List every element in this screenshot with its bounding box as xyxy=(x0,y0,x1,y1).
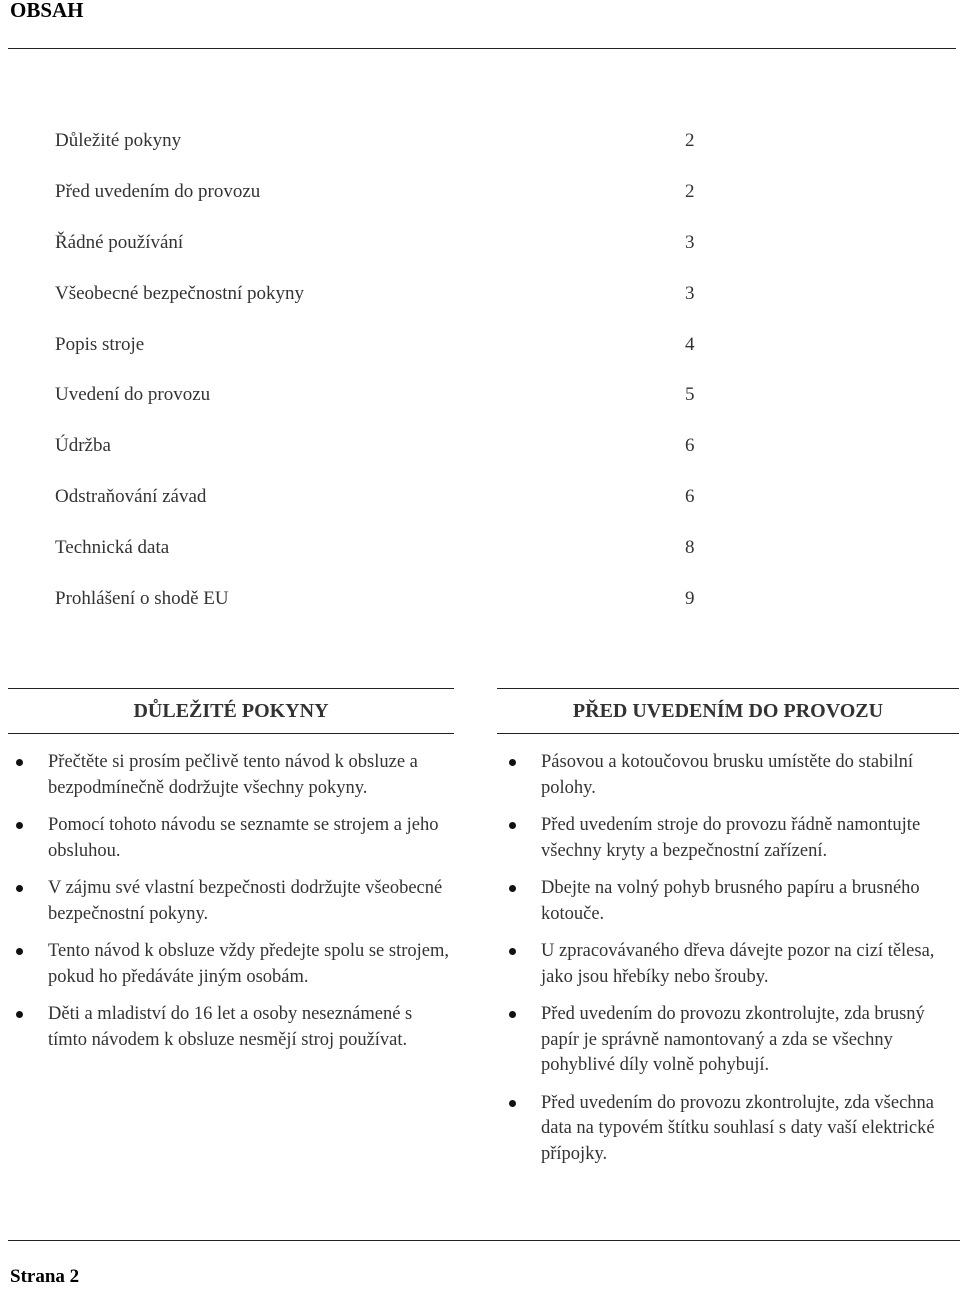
toc-title: Důležité pokyny xyxy=(55,130,182,151)
bullet-icon xyxy=(16,759,23,766)
list-item-text: Před uvedením stroje do provozu řádně namontujte všechny kryty a bezpečnostní zařízení. xyxy=(541,815,921,861)
toc-title: Řádné používání xyxy=(55,231,184,253)
bullet-icon xyxy=(16,822,23,829)
toc-title: Uvedení do provozu xyxy=(55,384,211,406)
toc-row[interactable] xyxy=(55,330,705,381)
right-section-bottom-rule xyxy=(497,733,959,734)
toc-title: Technická data xyxy=(55,537,170,559)
list-item xyxy=(10,939,450,990)
list-item-text: V zájmu své vlastní bezpečnosti dodržujte všeobecné bezpečnostní pokyny. xyxy=(48,878,443,924)
toc-row[interactable] xyxy=(55,533,705,584)
toc-title: Popis stroje xyxy=(55,333,145,355)
toc-page: 2 xyxy=(685,180,695,202)
toc-page: 6 xyxy=(685,435,695,457)
bullet-icon xyxy=(509,1011,516,1018)
toc-page: 2 xyxy=(685,130,695,151)
toc-row[interactable] xyxy=(55,584,705,635)
toc-row[interactable] xyxy=(55,177,705,228)
list-item xyxy=(10,876,450,927)
toc-title: Všeobecné bezpečnostní pokyny xyxy=(55,282,305,304)
list-item-text: Pásovou a kotoučovou brusku umístěte do stabilní polohy. xyxy=(541,752,914,798)
before-start-heading: PŘED UVEDENÍM DO PROVOZU xyxy=(572,700,884,722)
list-item xyxy=(10,1002,450,1053)
toc-title: Údržba xyxy=(55,435,111,457)
toc-row[interactable] xyxy=(55,380,705,431)
list-item-text: U zpracovávaného dřeva dávejte pozor na cizí tělesa, jako jsou hřebíky nebo šrouby. xyxy=(541,941,935,987)
page-number: Strana 2 xyxy=(10,1266,80,1287)
title-divider xyxy=(8,48,956,49)
list-item-text: Před uvedením do provozu zkontrolujte, zda všechna data na typovém štítku souhlasí s daty vaší elektrické přípojky. xyxy=(541,1092,935,1164)
bullet-icon xyxy=(509,1100,516,1107)
footer-divider xyxy=(8,1240,960,1241)
page-title: OBSAH xyxy=(10,0,84,22)
bullet-icon xyxy=(16,885,23,892)
toc-page: 3 xyxy=(685,282,695,304)
right-section-top-rule xyxy=(497,688,959,689)
toc-row[interactable] xyxy=(55,482,705,533)
table-of-contents xyxy=(55,126,705,635)
toc-row[interactable] xyxy=(55,228,705,279)
list-item-text: Tento návod k obsluze vždy předejte spolu se strojem, pokud ho předáváte jiným osobám. xyxy=(48,941,449,987)
list-item-text: Před uvedením do provozu zkontrolujte, zda brusný papír je správně namontovaný a zda se všechny pohyblivé díly volně pohybují. xyxy=(541,1004,925,1075)
list-item xyxy=(10,813,450,864)
list-item xyxy=(503,1091,953,1168)
list-item xyxy=(503,939,953,990)
list-item-text: Děti a mladiství do 16 let a osoby neseznámené s tímto návodem k obsluze nesmějí stroj používat. xyxy=(48,1004,413,1050)
before-start-list xyxy=(503,750,953,1179)
bullet-icon xyxy=(16,948,23,955)
list-item xyxy=(503,1002,953,1079)
list-item xyxy=(503,813,953,864)
important-instructions-list xyxy=(10,750,450,1065)
list-item-text: Pomocí tohoto návodu se seznamte se strojem a jeho obsluhou. xyxy=(48,815,439,861)
toc-title: Odstraňování závad xyxy=(55,486,207,508)
toc-page: 3 xyxy=(685,231,695,253)
toc-row[interactable] xyxy=(55,431,705,482)
toc-page: 9 xyxy=(685,588,695,610)
toc-page: 5 xyxy=(685,384,695,406)
toc-page: 8 xyxy=(685,537,695,559)
toc-title: Před uvedením do provozu xyxy=(55,180,261,202)
important-instructions-heading: DŮLEŽITÉ POKYNY xyxy=(133,700,329,722)
list-item-text: Přečtěte si prosím pečlivě tento návod k obsluze a bezpodmínečně dodržujte všechny pokyny. xyxy=(48,752,418,798)
bullet-icon xyxy=(509,948,516,955)
bullet-icon xyxy=(509,759,516,766)
list-item xyxy=(503,876,953,927)
toc-row[interactable] xyxy=(55,126,705,177)
bullet-icon xyxy=(509,885,516,892)
left-section-top-rule xyxy=(8,688,454,689)
toc-page: 6 xyxy=(685,486,695,508)
toc-title: Prohlášení o shodě EU xyxy=(55,588,229,610)
toc-row[interactable] xyxy=(55,279,705,330)
bullet-icon xyxy=(509,822,516,829)
left-section-bottom-rule xyxy=(8,733,454,734)
list-item xyxy=(10,750,450,801)
list-item-text: Dbejte na volný pohyb brusného papíru a brusného kotouče. xyxy=(541,878,920,924)
toc-page: 4 xyxy=(685,333,695,355)
list-item xyxy=(503,750,953,801)
bullet-icon xyxy=(16,1011,23,1018)
